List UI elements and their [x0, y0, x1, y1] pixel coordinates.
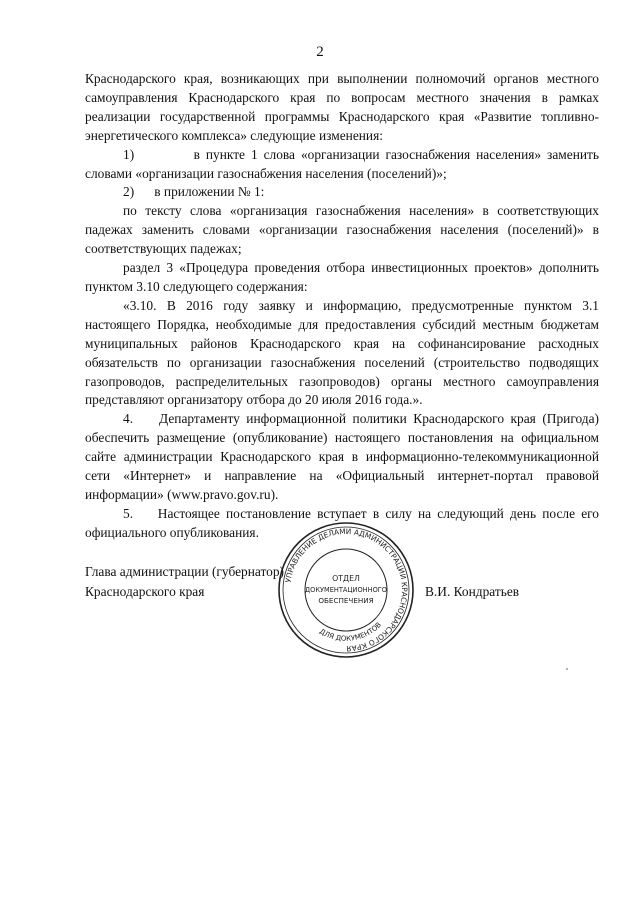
signatory-name: В.И. Кондратьев [425, 584, 520, 599]
paragraph: 5. Настоящее постановление вступает в силу на следующий день после его официального опубликования. [85, 505, 599, 540]
stamp-bottom-text: ДЛЯ ДОКУМЕНТОВ [317, 620, 383, 643]
scan-speck [566, 668, 568, 670]
paragraph: 4. Департаменту информационной политики Краснодарского края (Пригода) обеспечить размещение (опубликование) настоящего постановления на официальном сайте администрации Краснодарского края в информационно-телекоммуникационной сети «Интернет» и направление на «Официальный интернет-портал правовой информации» (www.pravo.gov.ru). [85, 411, 599, 502]
paragraph: 1) в пункте 1 слова «организации газоснабжения населения» заменить словами «организации газоснабжения населения (поселений)»; [85, 146, 599, 181]
document-body [85, 70, 599, 543]
signatory-position-line: Глава администрации (губернатор) [85, 564, 285, 579]
stamp-center-text: ОТДЕЛ [332, 574, 360, 583]
page-number: 2 [316, 44, 324, 60]
paragraph: раздел 3 «Процедура проведения отбора инвестиционных проектов» дополнить пунктом 3.10 следующего содержания: [85, 260, 599, 294]
signatory-position [85, 562, 284, 602]
paragraph: Краснодарского края, возникающих при выполнении полномочий органов местного самоуправления Краснодарского края по вопросам местного значения в рамках реализации государственной программы Краснодарского края «Развитие топливно-энергетического комплекса» следующие изменения: [85, 71, 599, 143]
paragraph: 2) в приложении № 1: [123, 184, 265, 200]
signatory-position-line: Краснодарского края [85, 584, 205, 599]
paragraph: «3.10. В 2016 году заявку и информацию, предусмотренные пунктом 3.1 настоящего Порядка, необходимые для предоставления субсидий местным бюджетам муниципальных районов Краснодарского края на софинансирование расходных обязательств по организации газоснабжения поселений (строительство подводящих газопроводов, распределительных газопроводов) органы местного самоуправления представляют организатору отбора до 20 июля 2016 года.». [85, 297, 599, 408]
stamp-center-text: ОБЕСПЕЧЕНИЯ [318, 596, 374, 605]
paragraph: по тексту слова «организация газоснабжения населения» в соответствующих падежах заменить словами «организации газоснабжения населения (поселений)» в соответствующих падежах; [85, 203, 599, 257]
stamp-outer-text: УПРАВЛЕНИЕ ДЕЛАМИ АДМИНИСТРАЦИИ КРАСНОДАРСКОГО КРАЯ [283, 526, 410, 654]
official-stamp [276, 520, 416, 660]
stamp-center-text: ДОКУМЕНТАЦИОННОГО [305, 586, 387, 594]
